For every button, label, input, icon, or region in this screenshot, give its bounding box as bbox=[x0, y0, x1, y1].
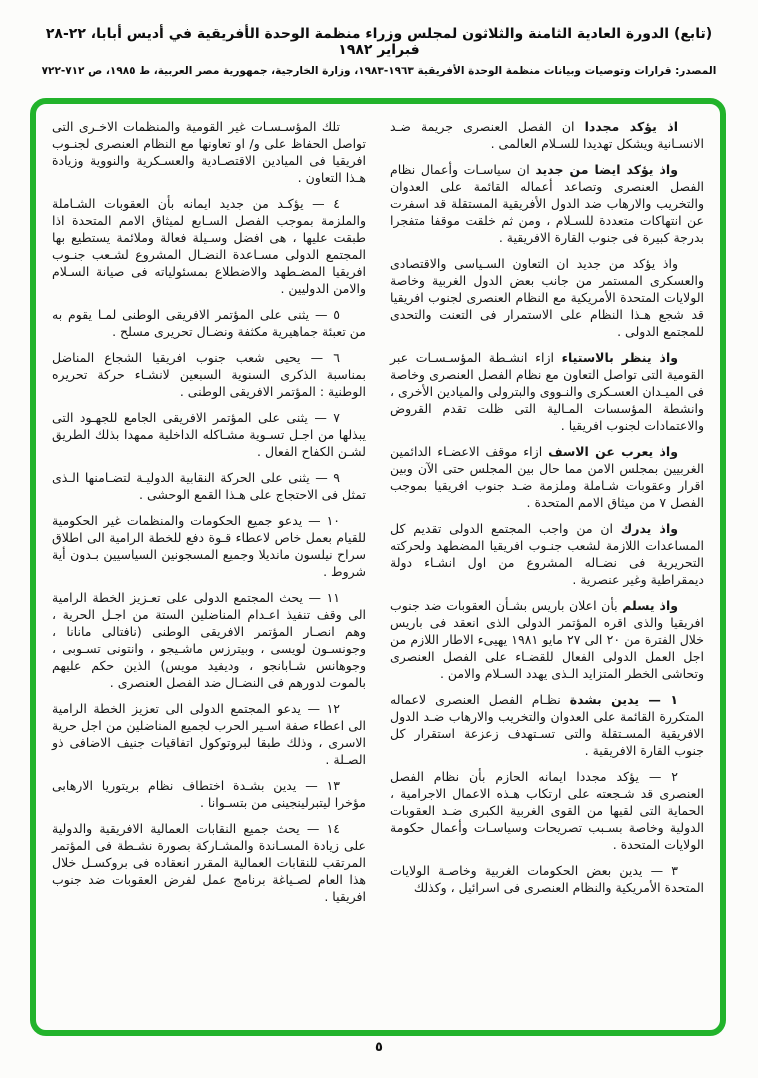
paragraph-text: ٥ — يثنى على المؤتمر الافريقى الوطنى لمـا يقوم به من تعبئة جماهيرية مكثفة ونضـال تحريرى مسلح . bbox=[52, 307, 366, 339]
paragraph-text: ٧ — يثنى على المؤتمر الافريقى الجامع للجهـود التى يبذلها من اجـل تسـوية مشـاكله الداخلية ممهدا بذلك الطريق لشـن الكفاح الفعال . bbox=[52, 410, 366, 459]
paragraph-text: ٦ — يحيى شعب جنوب افريقيا الشجاع المناضل بمناسبة الذكرى السنوية السبعين لانشـاء حركة تحريره الوطنية : المؤتمر الافريقى الوطنى . bbox=[52, 350, 366, 399]
paragraph-text: ١٢ — يدعو المجتمع الدولى الى تعزيز الخطة الرامية الى اعطاء صفة اسـير الحرب لجميع المناضلين من اجل حرية الاسرى ، وذلك طبقا لبروتوكول اتفاقيات جنيف الاضافى ذو الصـلة . bbox=[52, 701, 366, 767]
column-right bbox=[390, 118, 704, 1020]
paragraph-text: تلك المؤسـسـات غير القومية والمنظمات الاخـرى التى تواصل الحفاظ على و/ او تعاونها مع النظام العنصرى لجنـوب افريقيا فى الميادين الاقتصـادية والعسـكرية والنووية وزيادة هـذا التعاون . bbox=[52, 119, 366, 185]
paragraph-text: بأن اعلان باريس بشـأن العقوبات ضد جنوب افريقيا والذى اقره المؤتمر الدولى الذى انعقد فى باريس خلال الفترة من ٢٠ الى ٢٧ مايو ١٩٨١ يهيىء الاطار اللازم من اجل العمل الدولى الفعال للقضـاء على الفصل العنصرى وتحاشى الخطر المتزايد الـذى يهدد السـلام والامن . bbox=[390, 598, 704, 681]
paragraph-text: ان الفصل العنصرى جريمة ضـد الانسـانية ويشكل تهديدا للسـلام العالمى . bbox=[390, 119, 704, 151]
page-header bbox=[38, 26, 720, 77]
paragraph-lead: واذ ينظر بالاستياء bbox=[561, 350, 678, 365]
paragraph-lead: واذ يدرك bbox=[620, 521, 678, 536]
numbered-item-12 bbox=[52, 700, 366, 768]
source-line: المصدر: قرارات وتوصيات وبيانات منظمة الوحدة الأفريقية ١٩٦٣-١٩٨٣، وزارة الخارجية، جمهورية مصر العربية، ط ١٩٨٥، ص ٧١٢-٧٢٢ bbox=[41, 65, 717, 77]
paragraph bbox=[390, 443, 704, 511]
green-border-frame bbox=[30, 98, 726, 1036]
paragraph-text: ان من واجب المجتمع الدولى تقديم كل المساعدات اللازمة لشعب جنـوب افريقيا المضطهد ولحركته التحريرية فى نضـاله المشروع من اول انشـاء دولة ديمقراطية وغير عنصرية . bbox=[390, 521, 704, 587]
numbered-item-5 bbox=[52, 306, 366, 340]
paragraph bbox=[390, 161, 704, 246]
numbered-item-10 bbox=[52, 512, 366, 580]
numbered-item-13 bbox=[52, 777, 366, 811]
numbered-item-2 bbox=[390, 768, 704, 853]
column-left bbox=[52, 118, 366, 1020]
paragraph bbox=[390, 349, 704, 434]
paragraph-lead: واذ يؤكد ايضا من جديد bbox=[535, 162, 678, 177]
paragraph-text: نظـام الفصل العنصرى لاعماله المتكررة القائمة على العدوان والتخريب والارهاب ضـد الدول الافريقية المسـتقلة والتى تسـتهدف زعزعة استقرار كل جنوب القارة الافريقية . bbox=[390, 692, 704, 758]
paragraph bbox=[52, 118, 366, 186]
two-column-body bbox=[52, 118, 704, 1020]
paragraph-text: ٩ — يثنى على الحركة النقابية الدوليـة لتضـامنها الـذى تمثل فى الاحتجاج على هـذا القمع الوحشى . bbox=[52, 470, 366, 502]
paragraph-text: واذ يؤكد من جديد ان التعاون السـياسى والاقتصادى والعسكرى المستمر من جانب بعض الدول الغربية وخاصة الولايات المتحدة الأمريكية مع النظام العنصرى لجنوب افريقيا قد شجع هـذا النظام على الاستمرار فى التعنت والتحدى للمجتمع الدولى . bbox=[390, 256, 704, 339]
paragraph-text: ١٣ — يدين بشـدة اختطاف نظام بريتوريا الارهابى مؤخرا ليتبرلينجينى من بتسـوانا . bbox=[52, 778, 366, 810]
paragraph-text: ١٤ — يحث جميع النقابات العمالية الافريقية والدولية على زيادة المسـاندة والمشـاركة بصورة نشـطة فى المؤتمر المرتقب للنقابات العمالية المقرر انعقاده فى بروكسـل خلال هذا العام لصـياغة برنامج عمل لفرض العقوبات ضد جنوب افريقيا . bbox=[52, 821, 366, 904]
paragraph-lead: اذ يؤكد مجددا bbox=[584, 119, 679, 134]
paragraph-text: ٢ — يؤكد مجددا ايمانه الحازم بأن نظام الفصل العنصرى قد شـجعته على ارتكاب هـذه الاعمال الاجرامية ، الحماية التى لقيها من القوى الغربية الكبرى ضـد العقوبات الدولية وخاصة بسـبب تصريحات وسياسـات وأعمال حكومة الولايات المتحدة . bbox=[390, 769, 704, 852]
paragraph-text: ١١ — يحث المجتمع الدولى على تعـزيز الخطة الرامية الى وقف تنفيذ اعـدام المناضلين الستة من اجـل الحرية ، وهم انصـار المؤتمر الافريقى الوطنى (نافتالى مانانا ، وجونسـون لويسى ، وبيترزس ماشـيجو ، وانتونى تسـوبى ، وجوهانس شـابانجو ، وديفيد مويس) الذين حكم عليهم بالموت لدورهم فى النضـال ضد الفصل العنصرى . bbox=[52, 590, 366, 690]
numbered-item-3 bbox=[390, 862, 704, 896]
paragraph bbox=[390, 520, 704, 588]
numbered-item-4 bbox=[52, 195, 366, 297]
page-number: ٥ bbox=[375, 1040, 383, 1055]
paragraph-text: ١٠ — يدعو جميع الحكومات والمنظمات غير الحكومية للقيام بعمل خاص لاعطاء قـوة دفع للخطة الرامية الى اطلاق سراح نيلسون مانديلا وجميع المسجونين السياسيين بـدون أية شروط . bbox=[52, 513, 366, 579]
paragraph-text: ٤ — يؤكـد من جديد ايمانه بأن العقوبات الشـاملة والملزمة بموجب الفصل السـابع لميثاق الامم المتحدة اذا طبقت عليها ، هى افضل وسـيلة فعالة وملائمة يستطيع بها المجتمع الدولى مسـاعدة النضـال المشروع لشـعب جنـوب افريقيا المضـطهد والاضطلاع بمسئولياته فى صيانة السـلام والامن الدوليين . bbox=[52, 196, 366, 296]
paragraph-lead: واذ يعرب عن الاسف bbox=[548, 444, 678, 459]
paragraph-lead: ١ — يدين بشدة bbox=[569, 692, 678, 707]
paragraph-text: ٣ — يدين بعض الحكومات الغربية وخاصـة الولايات المتحدة الأمريكية والنظام العنصرى فى اسرائيل ، وكذلك bbox=[390, 863, 704, 895]
paragraph-lead: واذ يسلم bbox=[622, 598, 679, 613]
document-title: (تابع) الدورة العادية الثامنة والثلاثون لمجلس وزراء منظمة الوحدة الأفريقية في أديس أبابا، ٢٢-٢٨ فبراير ١٩٨٢ bbox=[45, 26, 713, 58]
numbered-item-11 bbox=[52, 589, 366, 691]
numbered-item-7 bbox=[52, 409, 366, 460]
paragraph-text: ان سياسـات وأعمال نظام الفصل العنصرى وتصاعد أعماله القائمة على العدوان والتخريب والارهاب ضد الدول الأفريقية المستقلة قد اسفرت عن انتهاكات متعددة للسـلام ، ومن ثم خلقت موقفا متفجرا بدرجة كبيرة فى جنوب القارة الافريقية . bbox=[390, 162, 704, 245]
paragraph bbox=[390, 118, 704, 152]
paragraph bbox=[390, 255, 704, 340]
numbered-item-9 bbox=[52, 469, 366, 503]
paragraph bbox=[390, 597, 704, 682]
numbered-item-6 bbox=[52, 349, 366, 400]
numbered-item-14 bbox=[52, 820, 366, 905]
numbered-item-1 bbox=[390, 691, 704, 759]
paragraph-text: ازاء موقف الاعضـاء الدائمين الغربيين بمجلس الامن مما حال بين المجلس حتى الآن وبين اقرار وعقوبات شـاملة وملزمة ضـد جنوب افريقيا بموجب الفصل ٧ من ميثاق الامم المتحدة . bbox=[390, 444, 704, 510]
paragraph-text: ازاء انشـطة المؤسـسـات عبر القومية التى تواصل التعاون مع نظام الفصل العنصرى وخاصة فى الميـدان العسـكرى والنـووى والبترولى والميادين الأخرى ، وانشطة المؤسسات المـالية التى ظلت تقدم القروض والاعتمادات لجنوب افريقيا . bbox=[390, 350, 704, 433]
